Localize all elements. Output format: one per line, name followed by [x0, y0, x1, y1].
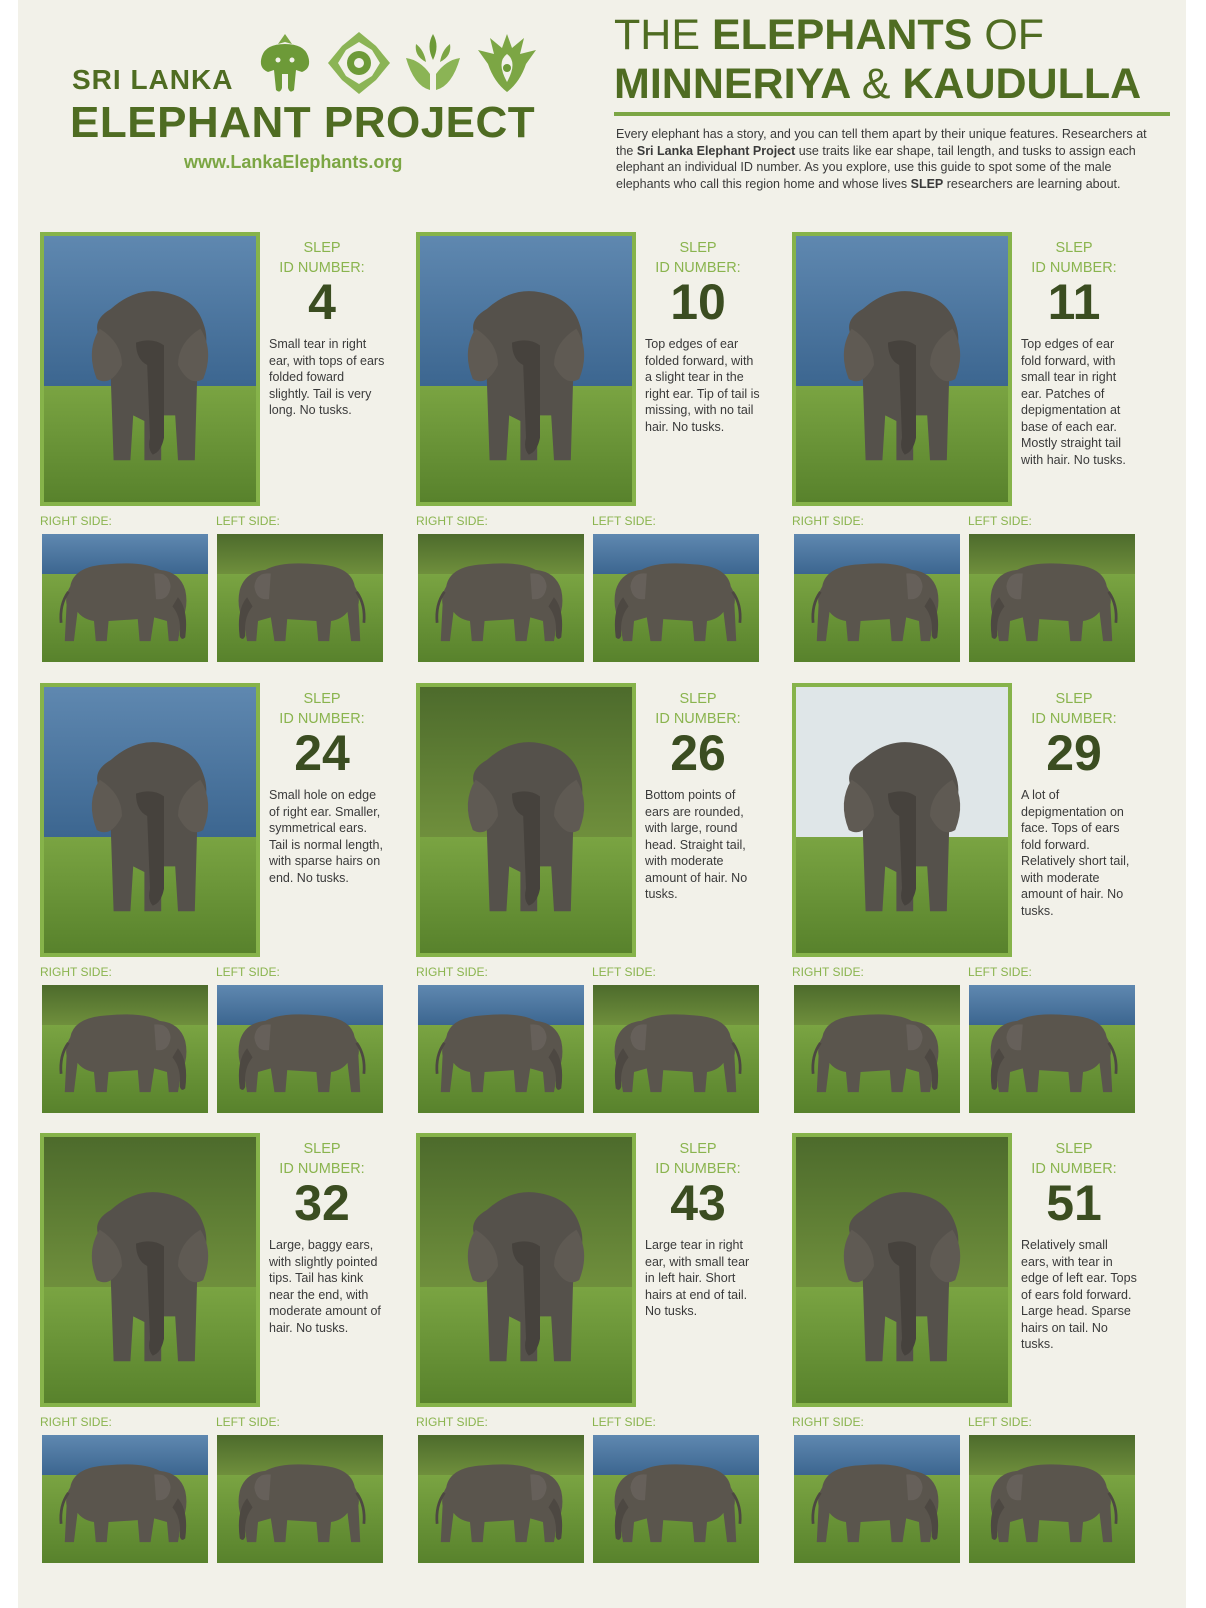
elephant-front-photo: [792, 1133, 1012, 1407]
elephant-card: [792, 232, 1152, 666]
right-side-label: RIGHT SIDE:: [792, 1415, 864, 1429]
elephant-id-number: 43: [670, 1175, 726, 1231]
elephant-id-number: 29: [1046, 725, 1102, 781]
elephant-id-number: 26: [670, 725, 726, 781]
elephant-card: [40, 232, 400, 666]
elephant-id-number: 10: [670, 274, 726, 330]
elephant-description: Bottom points of ears are rounded, with large, round head. Straight tail, with moderate amount of hair. No tusks.: [645, 788, 748, 901]
slep-id-label: SLEP ID NUMBER:: [655, 691, 741, 727]
left-side-label: LEFT SIDE:: [216, 1415, 280, 1429]
slep-id-label: SLEP ID NUMBER:: [1031, 1141, 1117, 1177]
elephant-left-side-photo: [217, 1435, 383, 1563]
elephant-id-number: 11: [1047, 274, 1101, 330]
right-side-label: RIGHT SIDE:: [416, 965, 488, 979]
left-side-label: LEFT SIDE:: [216, 514, 280, 528]
left-side-label: LEFT SIDE:: [592, 514, 656, 528]
website-link[interactable]: www.LankaElephants.org: [184, 152, 403, 172]
elephant-front-photo: [416, 1133, 636, 1407]
right-side-label: RIGHT SIDE:: [40, 1415, 112, 1429]
elephant-description: Large, baggy ears, with slightly pointed tips. Tail has kink near the end, with moderate amount of hair. No tusks.: [269, 1238, 381, 1335]
elephant-right-side-photo: [42, 985, 208, 1113]
elephant-description: Top edges of ear fold forward, with small tear in right ear. Patches of depigmentation at base of each ear. Mostly straight tail with hair. No tusks.: [1021, 337, 1126, 467]
elephant-description: Small hole on edge of right ear. Smaller, symmetrical ears. Tail is normal length, with sparse hairs on end. No tusks.: [269, 788, 383, 885]
elephant-right-side-photo: [42, 1435, 208, 1563]
title-line-1: THE ELEPHANTS OF: [614, 11, 1045, 59]
elephant-front-photo: [40, 232, 260, 506]
poster: [18, 0, 1186, 1608]
elephant-front-photo: [40, 683, 260, 957]
elephant-front-photo: [416, 683, 636, 957]
elephant-card: [416, 1133, 776, 1567]
elephant-head-icon: [252, 30, 318, 96]
left-side-label: LEFT SIDE:: [216, 965, 280, 979]
logo-subtitle: SRI LANKA: [72, 64, 234, 95]
elephant-card: [40, 1133, 400, 1567]
slep-id-label: SLEP ID NUMBER:: [279, 1141, 365, 1177]
right-side-label: RIGHT SIDE:: [416, 514, 488, 528]
left-side-label: LEFT SIDE:: [592, 1415, 656, 1429]
title-line-2: MINNERIYA & KAUDULLA: [614, 60, 1142, 108]
elephant-front-photo: [40, 1133, 260, 1407]
elephant-left-side-photo: [969, 985, 1135, 1113]
elephant-card: [40, 683, 400, 1117]
poster-title: [614, 10, 1174, 108]
elephant-description: A lot of depigmentation on face. Tops of ears fold forward. Relatively short tail, with moderate amount of hair. No tusks.: [1021, 788, 1130, 918]
left-side-label: LEFT SIDE:: [968, 514, 1032, 528]
elephant-description: Top edges of ear folded forward, with a slight tear in the right ear. Tip of tail is missing, with no tail hair. No tusks.: [645, 337, 760, 434]
elephant-card: [416, 683, 776, 1117]
title-divider: [614, 112, 1170, 116]
right-side-label: RIGHT SIDE:: [416, 1415, 488, 1429]
elephant-left-side-photo: [969, 534, 1135, 662]
peacock-crest-icon: [474, 30, 540, 96]
elephant-right-side-photo: [418, 534, 584, 662]
elephant-right-side-photo: [794, 1435, 960, 1563]
elephant-left-side-photo: [593, 534, 759, 662]
slep-id-label: SLEP ID NUMBER:: [279, 691, 365, 727]
elephant-id-number: 32: [294, 1175, 350, 1231]
left-side-label: LEFT SIDE:: [968, 1415, 1032, 1429]
elephant-left-side-photo: [593, 985, 759, 1113]
hands-leaf-icon: [400, 30, 466, 96]
elephant-card: [792, 683, 1152, 1117]
slep-id-label: SLEP ID NUMBER:: [279, 240, 365, 276]
lotus-mandala-icon: [326, 30, 392, 96]
elephant-card: [416, 232, 776, 666]
intro-paragraph: Every elephant has a story, and you can tell them apart by their unique features. Researchers at the Sri Lanka Elephant Project use traits like ear shape, tail length, and tusks to assign each elephant an individual ID number. As you explore, use this guide to spot some of the male elephants who call this region home and whose lives SLEP researchers are learning about.: [616, 127, 1147, 191]
elephant-id-number: 4: [308, 274, 336, 330]
elephant-right-side-photo: [418, 1435, 584, 1563]
elephant-id-number: 51: [1046, 1175, 1102, 1231]
elephant-description: Relatively small ears, with tear in edge of left ear. Tops of ears fold forward. Large head. Sparse hairs on tail. No tusks.: [1021, 1238, 1137, 1351]
elephant-right-side-photo: [794, 985, 960, 1113]
elephant-left-side-photo: [969, 1435, 1135, 1563]
slep-id-label: SLEP ID NUMBER:: [1031, 240, 1117, 276]
elephant-description: Small tear in right ear, with tops of ears folded foward slightly. Tail is very long. No tusks.: [269, 337, 385, 417]
elephant-description: Large tear in right ear, with small tear in left hair. Short hairs at end of tail. No tusks.: [645, 1238, 750, 1318]
slep-id-label: SLEP ID NUMBER:: [655, 240, 741, 276]
elephant-left-side-photo: [593, 1435, 759, 1563]
slep-id-label: SLEP ID NUMBER:: [655, 1141, 741, 1177]
elephant-card: [792, 1133, 1152, 1567]
elephant-right-side-photo: [794, 534, 960, 662]
elephant-right-side-photo: [418, 985, 584, 1113]
elephant-front-photo: [792, 683, 1012, 957]
left-side-label: LEFT SIDE:: [592, 965, 656, 979]
elephant-left-side-photo: [217, 985, 383, 1113]
elephant-left-side-photo: [217, 534, 383, 662]
elephant-front-photo: [792, 232, 1012, 506]
elephant-right-side-photo: [42, 534, 208, 662]
project-logo: [72, 30, 572, 190]
right-side-label: RIGHT SIDE:: [40, 965, 112, 979]
elephant-front-photo: [416, 232, 636, 506]
logo-icons: [252, 30, 540, 96]
elephant-id-number: 24: [294, 725, 350, 781]
left-side-label: LEFT SIDE:: [968, 965, 1032, 979]
slep-id-label: SLEP ID NUMBER:: [1031, 691, 1117, 727]
logo-title: ELEPHANT PROJECT: [70, 98, 536, 147]
right-side-label: RIGHT SIDE:: [40, 514, 112, 528]
right-side-label: RIGHT SIDE:: [792, 965, 864, 979]
right-side-label: RIGHT SIDE:: [792, 514, 864, 528]
